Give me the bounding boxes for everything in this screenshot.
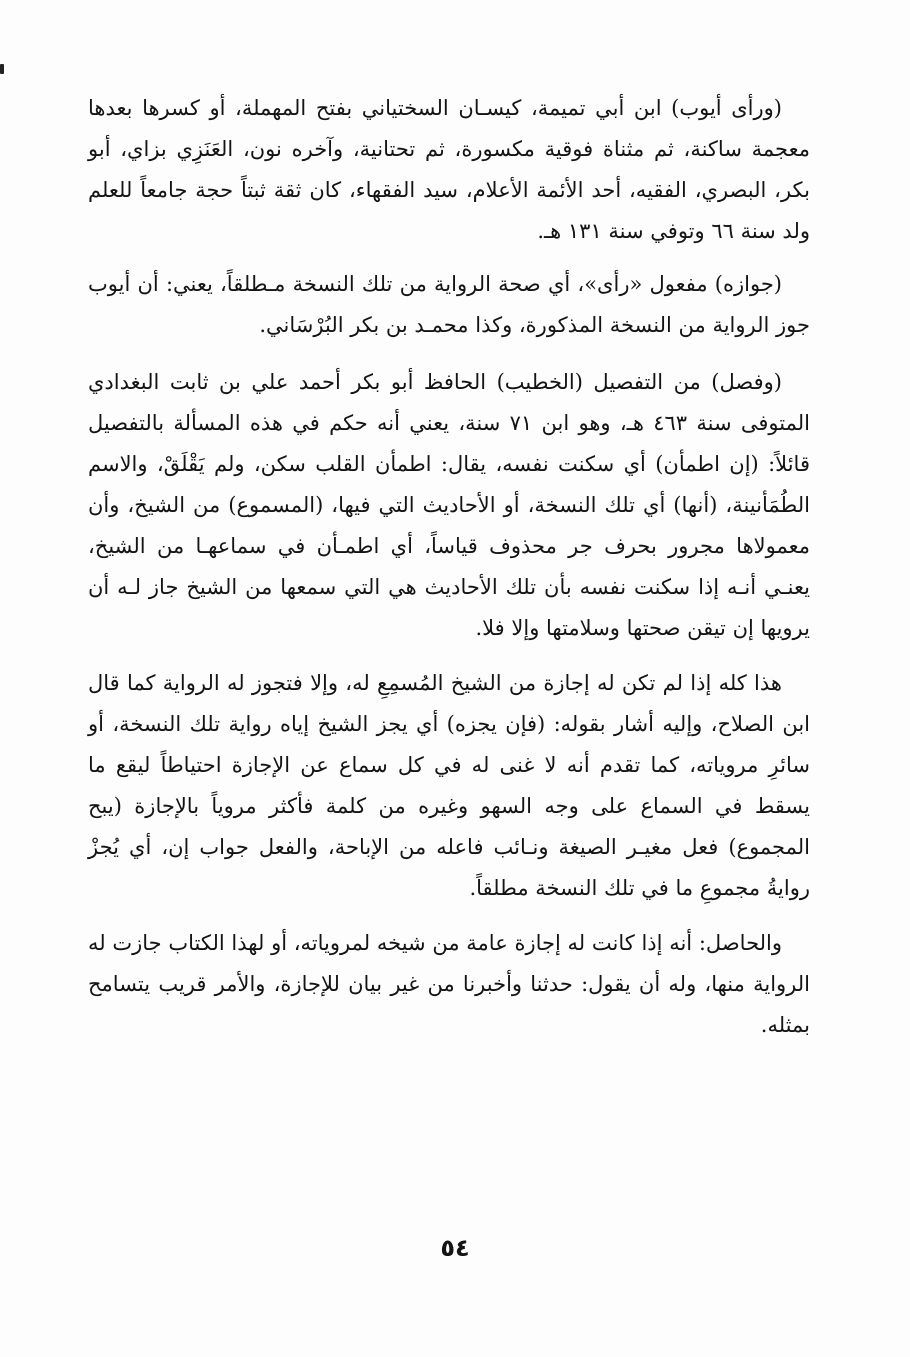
paragraph-ayyub: (ورأى أيوب) ابن أبي تميمة، كيسـان السختياني بفتح المهملة، أو كسرها بعدها معجمة ساكنة، ثم مثناة فوقية مكسورة، ثم تحتانية، وآخره نون، العَنَزِي بزاي، أبو بكر، البصري، الفقيه، أحد الأئمة الأعلام، سيد الفقهاء، كان ثقة ثبتاً حجة جامعاً للعلم ولد سنة ٦٦ وتوفي سنة ١٣١ هـ. (88, 96, 810, 243)
paragraph-wafassal: (وفصل) من التفصيل (الخطيب) الحافظ أبو بكر أحمد علي بن ثابت البغدادي المتوفى سنة ٤٦٣ هـ، وهو ابن ٧١ سنة، يعني أنه حكم في هذه المسألة بالتفصيل قائلاً: (إن اطمأن) أي سكنت نفسه، يقال: اطمأن القلب سكن، ولم يَقْلَقْ، والاسم الطُمَأنينة، (أنها) أي تلك النسخة، أو الأحاديث التي فيها، (المسموع) من الشيخ، وأن معمولاها مجرور بحرف جر محذوف قياساً، أي اطمـأن في سماعهـا من الشيخ، يعنـي أنـه إذا سكنت نفسه بأن تلك الأحاديث هي التي سمعها من الشيخ جاز لـه أن يرويها إن تيقن صحتها وسلامتها وإلا فلا. (88, 370, 810, 640)
paragraph-hadha-kulluh: هذا كله إذا لم تكن له إجازة من الشيخ المُسمِعِ له، وإلا فتجوز له الرواية كما قال ابن الصلاح، وإليه أشار بقوله: (فإن يجزه) أي يجز الشيخ إياه رواية تلك النسخة، أو سائرِ مروياته، كما تقدم أنه لا غنى له في كل سماع عن الإجازة احتياطاً ليقع ما يسقط في السماع على وجه السهو وغيره من كلمة فأكثر مروياً بالإجازة (يبح المجموع) فعل مغيـر الصيغة ونـائب فاعله من الإباحة، والفعل جواب إن، أي يُجزْ روايةُ مجموعِ ما في تلك النسخة مطلقاً. (88, 671, 810, 900)
paragraph-alhasil: والحاصل: أنه إذا كانت له إجازة عامة من شيخه لمروياته، أو لهذا الكتاب جازت له الرواية منها، وله أن يقول: حدثنا وأخبرنا من غير بيان للإجازة، والأمر قريب يتسامح بمثله. (88, 931, 810, 1037)
scan-edge-mark (0, 64, 4, 74)
paragraph-jawazuh: (جوازه) مفعول «رأى»، أي صحة الرواية من تلك النسخة مـطلقاً، يعني: أن أيوب جوز الرواية من النسخة المذكورة، وكذا محمـد بن بكر البُرْسَاني. (88, 272, 810, 337)
body-text (88, 88, 810, 1060)
page-number: ٥٤ (440, 1234, 470, 1262)
